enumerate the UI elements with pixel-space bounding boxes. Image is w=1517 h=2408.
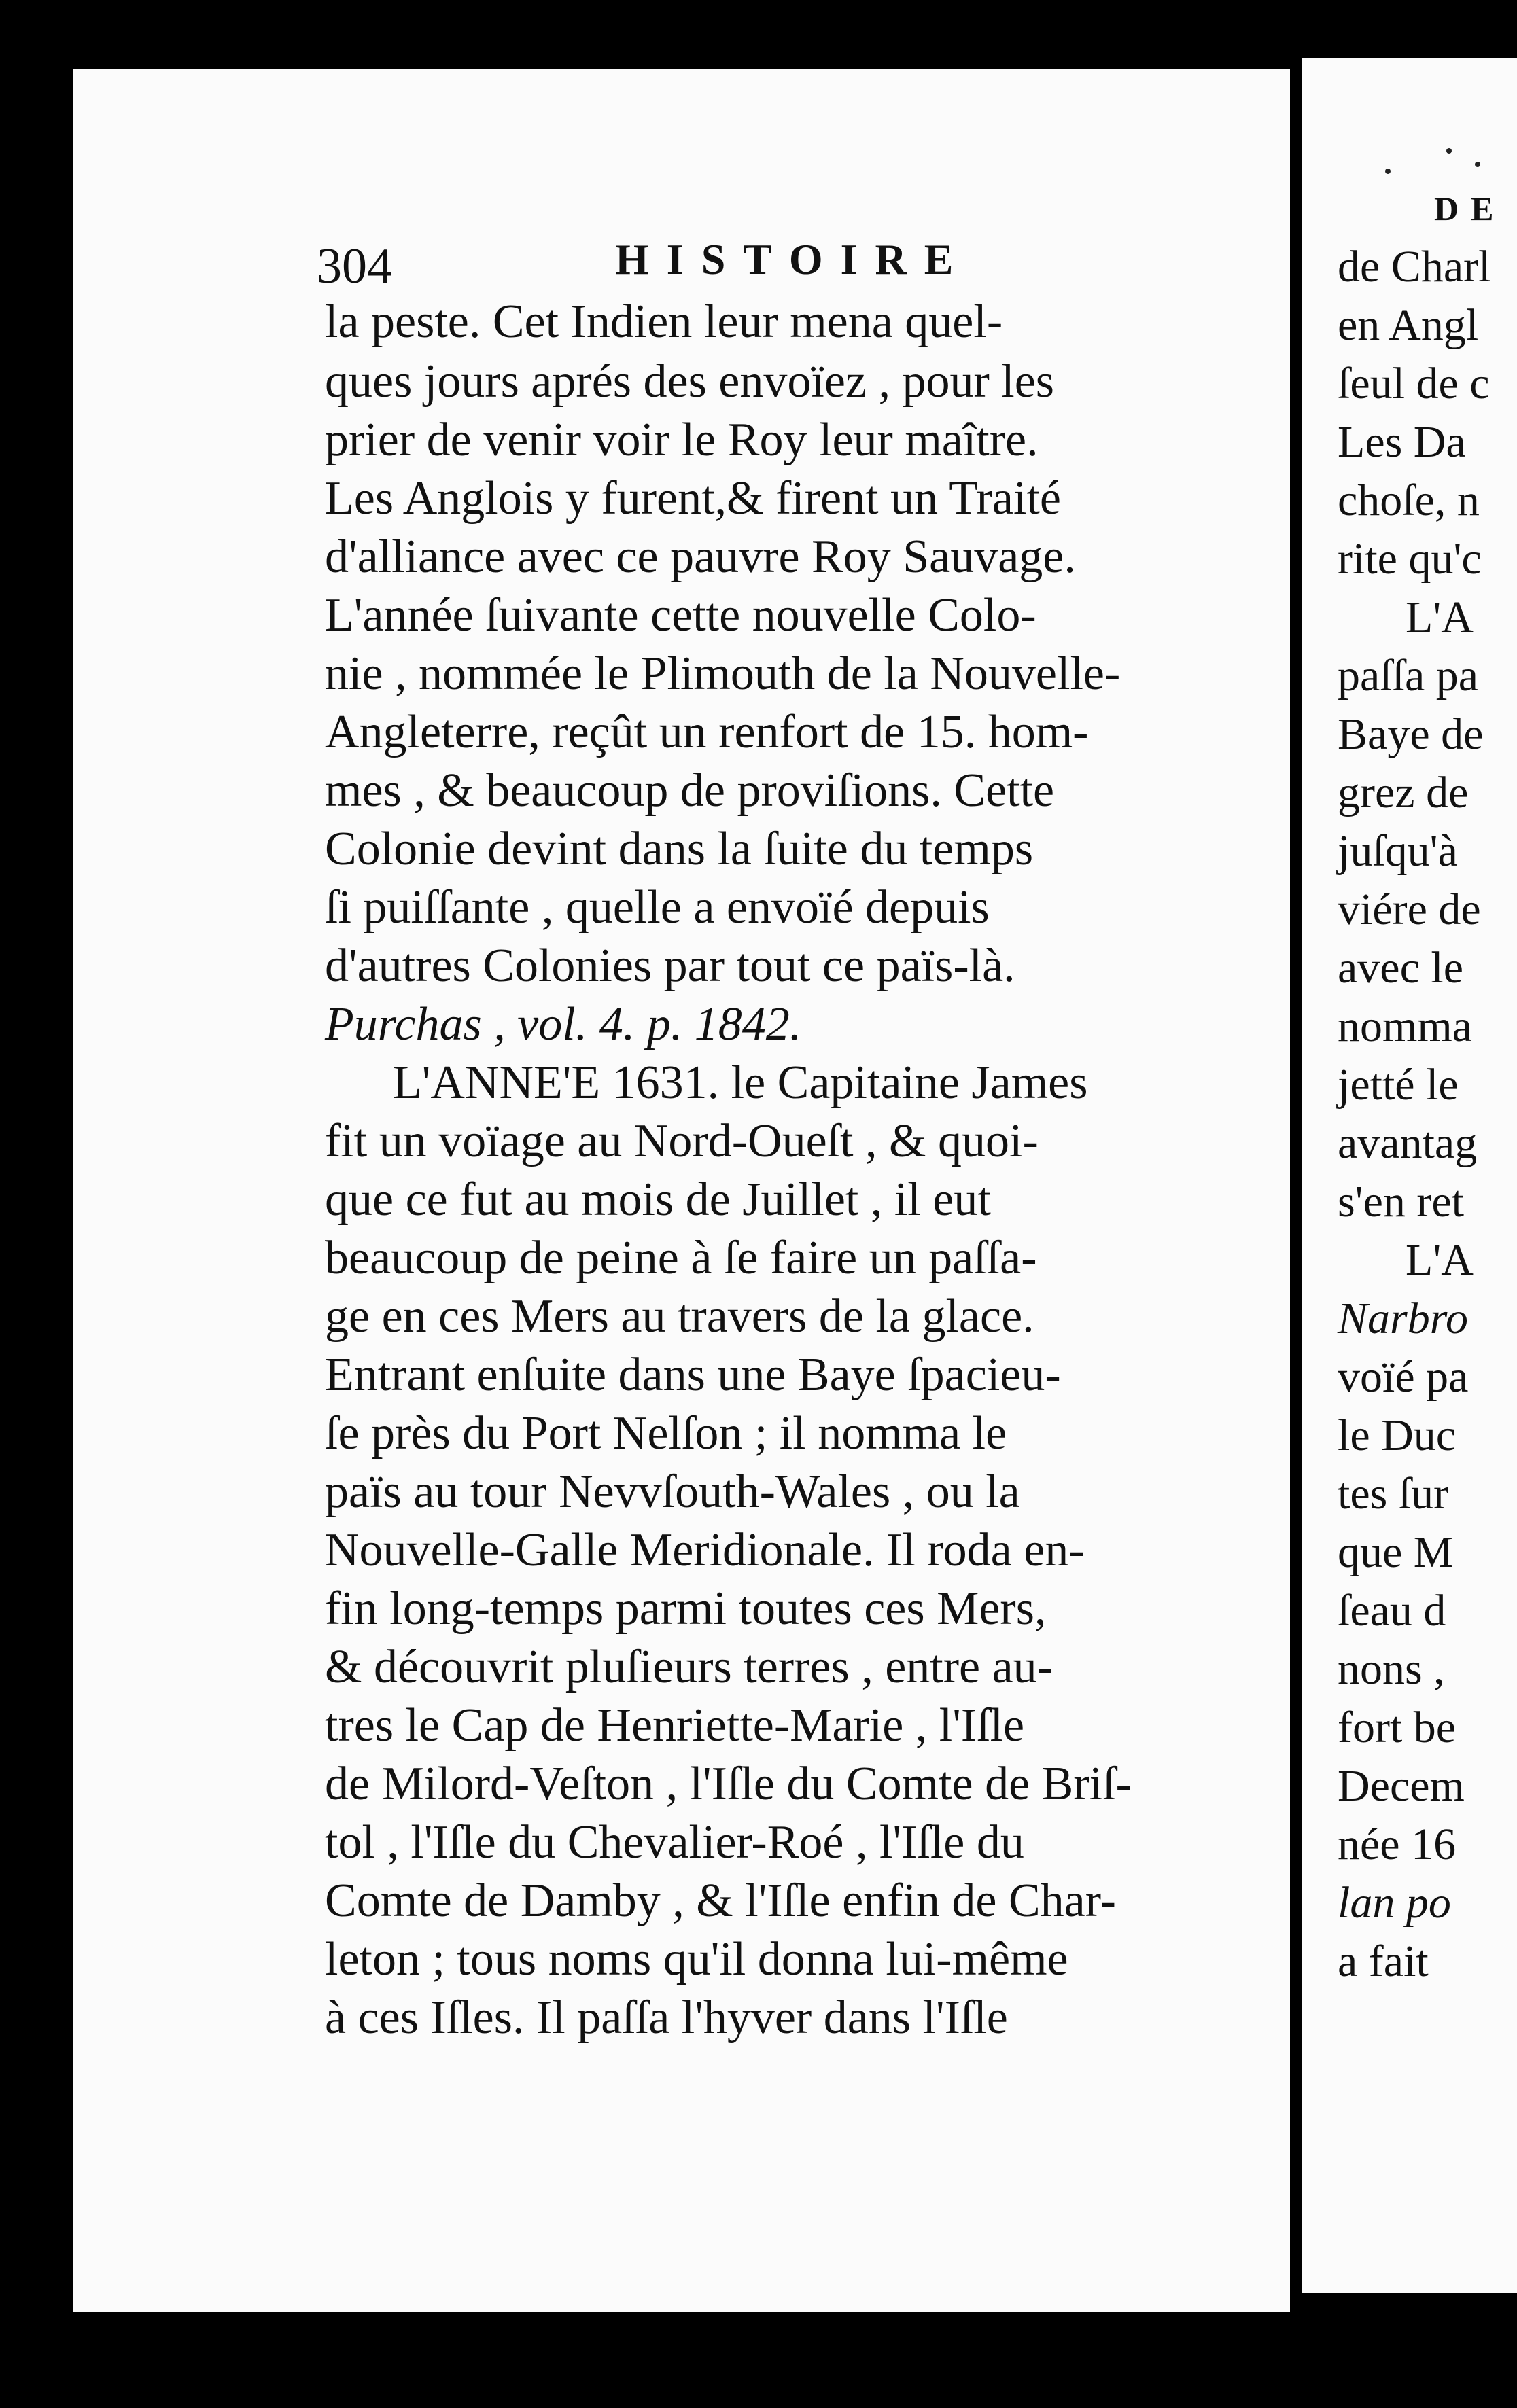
text-line: de Milord-Veſton , l'Iſle du Comte de Briſ-: [325, 1758, 1132, 1810]
text-line: ſi puiſſante , quelle a envoïé depuis: [325, 881, 990, 934]
right-running-head: DE: [1434, 190, 1506, 228]
text-line: tres le Cap de Henriette-Marie , l'Iſle: [325, 1699, 1025, 1752]
text-line: avantag: [1338, 1118, 1478, 1168]
text-line: leton ; tous noms qu'il donna lui-même: [325, 1933, 1068, 1985]
text-line: nomma: [1338, 1002, 1472, 1051]
citation-line: Purchas , vol. 4. p. 1842.: [325, 998, 802, 1050]
text-line: Les Anglois y furent,& firent un Traité: [325, 472, 1061, 525]
text-line: lan po: [1338, 1878, 1451, 1928]
text-line: L'A: [1406, 592, 1474, 642]
text-line: ſe près du Port Nelſon ; il nomma le: [325, 1407, 1007, 1459]
text-line: beaucoup de peine à ſe faire un paſſa-: [325, 1232, 1037, 1284]
text-line: à ces Iſles. Il paſſa l'hyver dans l'Iſle: [325, 1991, 1008, 2044]
text-line: ſeau d: [1338, 1586, 1446, 1635]
text-line: L'année ſuivante cette nouvelle Colo-: [325, 589, 1036, 641]
text-line: Colonie devint dans la ſuite du temps: [325, 823, 1034, 875]
text-line: viére de: [1338, 885, 1481, 934]
text-line: Comte de Damby , & l'Iſle enfin de Char-: [325, 1875, 1116, 1927]
text-line: née 16: [1338, 1820, 1457, 1869]
text-line: Nouvelle-Galle Meridionale. Il roda en-: [325, 1524, 1085, 1576]
text-line: Angleterre, reçût un renfort de 15. hom-: [325, 706, 1089, 758]
text-line: d'alliance avec ce pauvre Roy Sauvage.: [325, 531, 1076, 583]
text-line: d'autres Colonies par tout ce païs-là.: [325, 940, 1015, 992]
text-line: grez de: [1338, 768, 1469, 817]
text-line: prier de venir voir le Roy leur maître.: [325, 414, 1039, 466]
text-line: fit un voïage au Nord-Oueſt , & quoi-: [325, 1115, 1039, 1167]
text-line: juſqu'à: [1338, 826, 1458, 876]
text-line: ge en ces Mers au travers de la glace.: [325, 1290, 1034, 1343]
text-line: Baye de: [1338, 709, 1484, 759]
text-line: Les Da: [1338, 417, 1466, 467]
text-line: Decem: [1338, 1761, 1465, 1811]
text-line: tol , l'Iſle du Chevalier-Roé , l'Iſle du: [325, 1816, 1024, 1869]
text-line: paſſa pa: [1338, 651, 1479, 701]
text-line: la peste. Cet Indien leur mena quel-: [325, 296, 1003, 348]
text-line: que ce fut au mois de Juillet , il eut: [325, 1173, 991, 1226]
print-speck: [1385, 169, 1391, 174]
text-line: fin long-temps parmi toutes ces Mers,: [325, 1582, 1047, 1635]
text-line: L'ANNE'E 1631. le Capitaine James: [393, 1057, 1088, 1109]
text-line: Narbro: [1338, 1294, 1468, 1343]
running-head: HISTOIRE: [615, 235, 971, 283]
text-line: Entrant enſuite dans une Baye ſpacieu-: [325, 1349, 1061, 1401]
text-line: & découvrit pluſieurs terres , entre au-: [325, 1641, 1053, 1693]
print-speck: [1446, 148, 1452, 154]
text-line: de Charl: [1338, 242, 1491, 291]
print-speck: [1475, 162, 1480, 167]
text-line: que M: [1338, 1527, 1454, 1577]
text-line: voïé pa: [1338, 1352, 1469, 1402]
text-line: en Angl: [1338, 300, 1479, 350]
text-line: avec le: [1338, 943, 1464, 993]
text-line: L'A: [1406, 1235, 1474, 1285]
text-line: nons ,: [1338, 1644, 1445, 1694]
text-line: ſeul de c: [1338, 359, 1490, 408]
text-line: païs au tour Nevvſouth-Wales , ou la: [325, 1466, 1020, 1518]
text-line: a fait: [1338, 1936, 1429, 1986]
text-line: choſe, n: [1338, 476, 1480, 525]
text-line: nie , nommée le Plimouth de la Nouvelle-: [325, 648, 1121, 700]
text-line: ques jours aprés des envoïez , pour les: [325, 355, 1055, 408]
text-line: jetté le: [1338, 1060, 1459, 1110]
text-line: s'en ret: [1338, 1177, 1464, 1226]
text-line: mes , & beaucoup de proviſions. Cette: [325, 764, 1055, 817]
text-line: tes ſur: [1338, 1469, 1449, 1519]
text-line: rite qu'c: [1338, 534, 1482, 584]
text-line: le Duc: [1338, 1411, 1457, 1460]
page-number: 304: [317, 238, 392, 294]
text-line: fort be: [1338, 1703, 1457, 1752]
